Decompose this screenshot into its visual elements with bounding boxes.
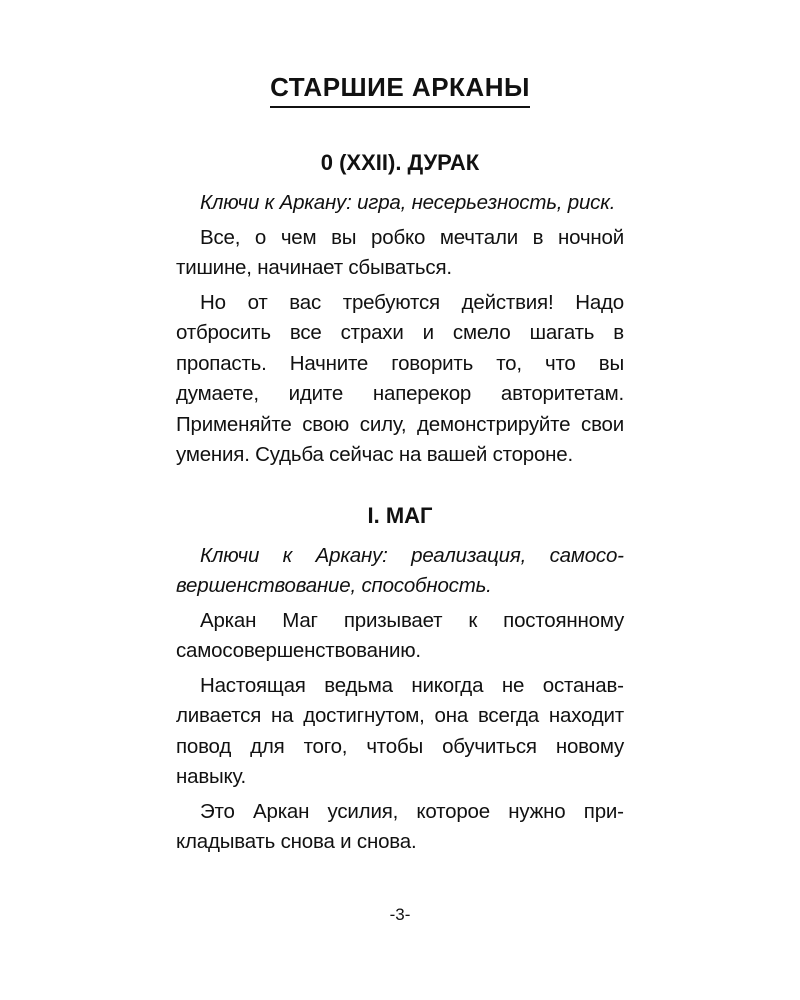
paragraph: Настоящая ведьма никогда не останавливается на достигнутом, она всегда находит повод для того, чтобы обучиться новому навыку. [176, 673, 624, 788]
page-title-wrap [0, 70, 800, 108]
section-heading-magician: I. МАГ [367, 502, 433, 528]
paragraph: Это Аркан усилия, которое нужно прикладывать снова и снова. [176, 799, 624, 853]
arcana-keys-fool: Ключи к Аркану: игра, несерьезность, риск. [200, 191, 616, 214]
paragraph: Аркан Маг призывает к постоянному самосовершенствованию. [176, 608, 624, 662]
section-heading-fool: 0 (XXII). ДУРАК [320, 150, 480, 175]
page-content [176, 148, 624, 858]
paragraph: Но от вас требуются действия! Надо отбросить все страхи и смело шагать в пропасть. Начните говорить то, что вы думаете, идите наперекор авторитетам. Применяйте свою силу, демонстрируйте свои умения. Судьба сейчас на вашей стороне. [176, 290, 624, 466]
paragraph: Все, о чем вы робко мечтали в ночной тишине, начинает сбываться. [176, 225, 624, 279]
arcana-keys-magician: Ключи к Аркану: реализация, самосовершенствование, способность. [176, 543, 624, 597]
page-number: -3- [389, 905, 411, 924]
page-title: СТАРШИЕ АРКАНЫ [270, 70, 530, 108]
